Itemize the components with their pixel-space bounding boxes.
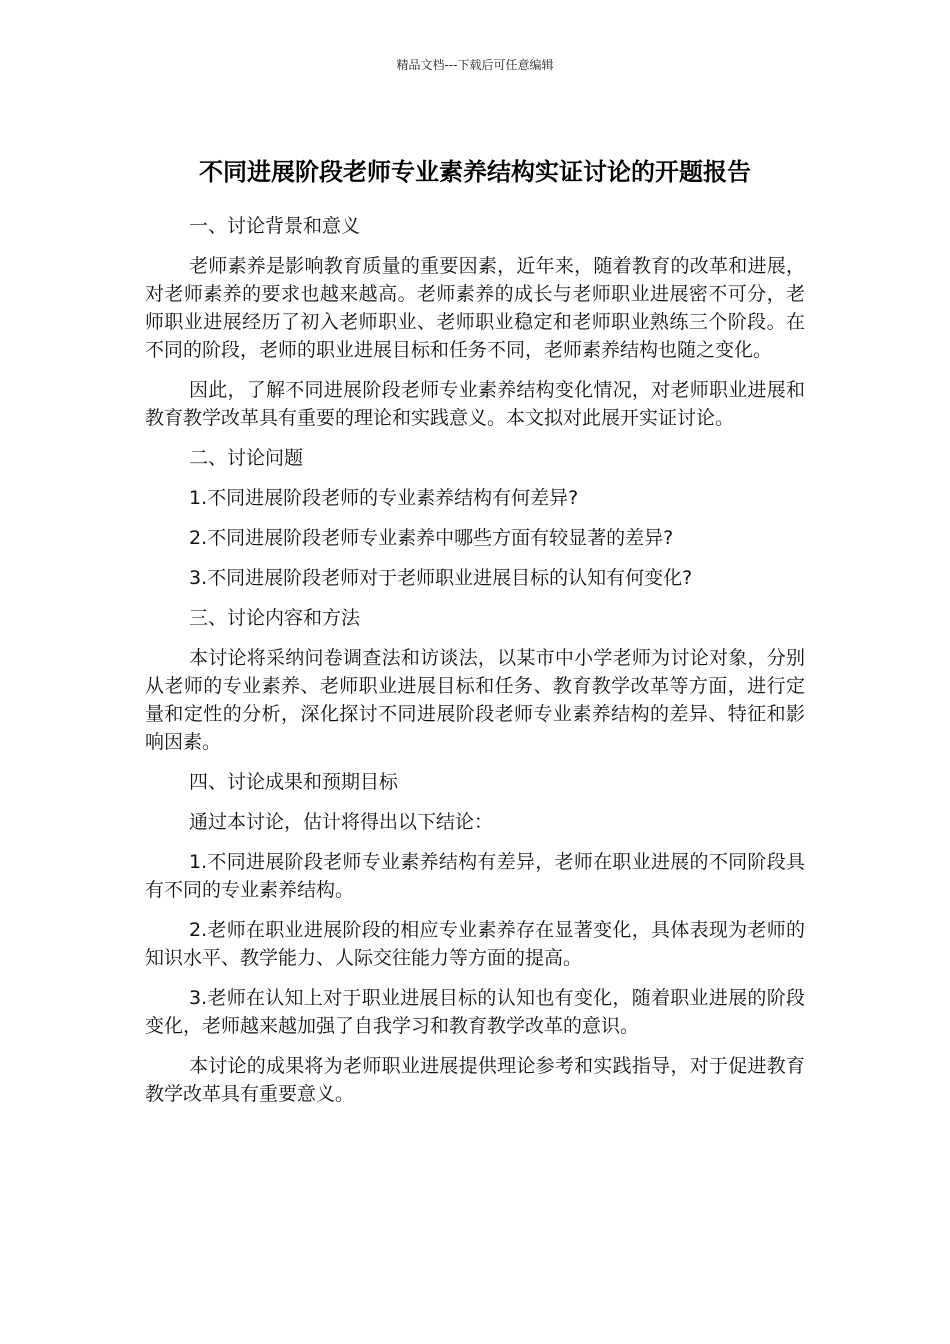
question-item-2: 2.不同进展阶段老师专业素养中哪些方面有较显著的差异? xyxy=(189,527,674,549)
section-heading-background: 一、讨论背景和意义 xyxy=(189,215,361,237)
paragraph-background: 老师素养是影响教育质量的重要因素，近年来，随着教育的改革和进展，对老师素养的要求也越来越高。老师素养的成长与老师职业进展密不可分，老师职业进展经历了初入老师职业、老师职业稳定和老师职业熟练三个阶段。在不同的阶段，老师的职业进展目标和任务不同，老师素养结构也随之变化。 xyxy=(145,255,805,361)
conclusion-item-1: 1.不同进展阶段老师专业素养结构有差异，老师在职业进展的不同阶段具有不同的专业素养结构。 xyxy=(145,851,805,901)
paragraph-methods: 本讨论将采纳问卷调查法和访谈法，以某市中小学老师为讨论对象，分别从老师的专业素养、老师职业进展目标和任务、教育教学改革等方面，进行定量和定性的分析，深化探讨不同进展阶段老师专业素养结构的差异、特征和影响因素。 xyxy=(145,647,805,753)
section-heading-outcomes: 四、讨论成果和预期目标 xyxy=(189,771,399,793)
document-body xyxy=(145,212,805,1120)
section-heading-methods: 三、讨论内容和方法 xyxy=(189,607,361,629)
document-title: 不同进展阶段老师专业素养结构实证讨论的开题报告 xyxy=(199,158,751,187)
paragraph-closing: 本讨论的成果将为老师职业进展提供理论参考和实践指导，对于促进教育教学改革具有重要意义。 xyxy=(145,1055,805,1105)
paragraph-significance: 因此，了解不同进展阶段老师专业素养结构变化情况，对老师职业进展和教育教学改革具有重要的理论和实践意义。本文拟对此展开实证讨论。 xyxy=(145,379,805,429)
conclusion-item-2: 2.老师在职业进展阶段的相应专业素养存在显著变化，具体表现为老师的知识水平、教学能力、人际交往能力等方面的提高。 xyxy=(145,919,805,969)
conclusion-item-3: 3.老师在认知上对于职业进展目标的认知也有变化，随着职业进展的阶段变化，老师越来越加强了自我学习和教育教学改革的意识。 xyxy=(145,987,805,1037)
paragraph-outcomes-intro: 通过本讨论，估计将得出以下结论： xyxy=(189,811,494,833)
question-item-3: 3.不同进展阶段老师对于老师职业进展目标的认知有何变化? xyxy=(189,567,693,589)
question-item-1: 1.不同进展阶段老师的专业素养结构有何差异? xyxy=(189,487,579,509)
page-header: 精品文档---下载后可任意编辑 xyxy=(396,58,554,72)
section-heading-questions: 二、讨论问题 xyxy=(189,447,304,469)
